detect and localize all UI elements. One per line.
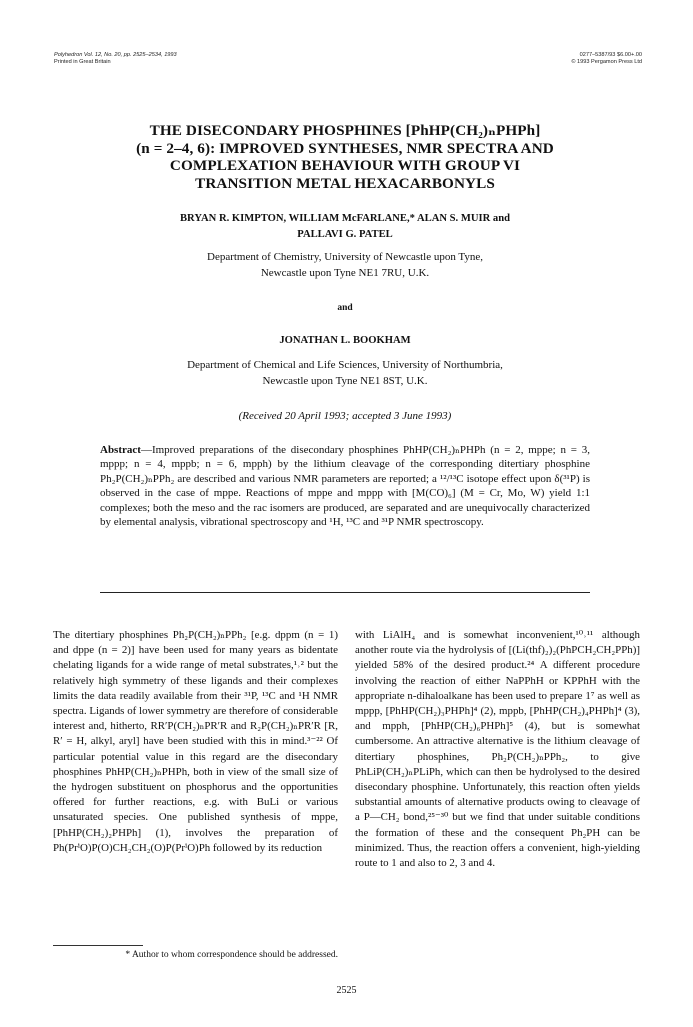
body-column-right: with LiAlH₄ and is somewhat inconvenient,¹⁰˒¹¹ although another route via the hydrolysis of [(Li(thf)₂)₂(PhPCH₂CH₂PPh)] yielded 58% of the desired product.²⁴ A different procedure involving the reaction of either NaPPhH or KPPhH with the appropriate n-dihaloalkane has been used to prepare 1⁷ as well as mppp, [PhHP(CH₂)₃PHPh]⁴ (2), mppb, [PhHP(CH₂)₄PHPh]⁴ (3), and mpph, [PhHP(CH₂)₆PHPh]⁵ (4), but is somewhat cumbersome. An attractive alternative is the lithium cleavage of ditertiary phosphines, Ph₂P(CH₂)ₙPPh₂, to give PhLiP(CH₂)ₙPLiPh, which can then be hydrolysed to the desired disecondary phosphine. Unfortunately, this reaction often yields substantial amounts of alternative products owing to cleavage of a P—CH₂ bond,²⁵⁻³⁰ but we find that under suitable conditions the formation of these and the consequent Ph₂PH can be minimized. Thus, the reaction offers a convenient, high-yielding route to 1 and also to 2, 3 and 4. <box>355 629 640 870</box>
journal-header <box>54 52 177 66</box>
affiliation-2-line-1: Department of Chemical and Life Sciences, University of Northumbria, <box>187 359 503 371</box>
page-number: 2525 <box>336 985 357 996</box>
author-list <box>80 211 610 243</box>
authors-line-2: PALLAVI G. PATEL <box>297 229 393 240</box>
paper-title <box>80 122 610 192</box>
copyright-header <box>490 52 642 66</box>
issn-price: 0277–5387/93 $6.00+.00 <box>579 52 642 58</box>
title-line-1: THE DISECONDARY PHOSPHINES [PhHP(CH₂)ₙPHPh] <box>149 122 541 139</box>
abstract-label: Abstract <box>100 444 141 456</box>
journal-citation: Polyhedron Vol. 12, No. 20, pp. 2525–2534, 1993 <box>54 52 177 58</box>
title-line-3: COMPLEXATION BEHAVIOUR WITH GROUP VI <box>169 157 521 175</box>
title-line-2: (n = 2–4, 6): IMPROVED SYNTHESES, NMR SPECTRA AND <box>136 139 554 157</box>
affiliation-2 <box>80 358 610 389</box>
footnote-rule <box>53 945 143 946</box>
and-separator: and <box>337 303 353 313</box>
affiliation-1 <box>80 250 610 281</box>
affiliation-1-line-1: Department of Chemistry, University of Newcastle upon Tyne, <box>207 251 483 263</box>
affiliation-1-line-2: Newcastle upon Tyne NE1 7RU, U.K. <box>260 266 430 279</box>
received-dates: (Received 20 April 1993; accepted 3 June 1993) <box>238 410 452 422</box>
copyright: © 1993 Pergamon Press Ltd <box>571 59 642 65</box>
second-author: JONATHAN L. BOOKHAM <box>279 335 411 346</box>
title-line-4: TRANSITION METAL HEXACARBONYLS <box>195 174 495 192</box>
authors-line-1: BRYAN R. KIMPTON, WILLIAM McFARLANE,* ALAN S. MUIR and <box>179 213 511 224</box>
footnote: * Author to whom correspondence should be addressed. <box>125 950 338 960</box>
printed-in: Printed in Great Britain <box>54 59 111 65</box>
abstract-text: —Improved preparations of the disecondary phosphines PhHP(CH₂)ₙPHPh (n = 2, mppe; n = 3, mppp; n = 4, mppb; n = 6, mpph) by the lithium cleavage of the corresponding ditertiary phosphine Ph₂P(CH₂)ₙPPh₂ are described and various NMR parameters are reported; a ¹²/¹³C isotope effect upon δ(³¹P) is observed in the case of mppe. Reactions of mppe and mppp with [M(CO)₆] (M = Cr, Mo, W) yield 1:1 complexes; both the meso and the rac isomers are produced, are separated and are unequivocally characterized by elemental analysis, vibrational spectroscopy and ¹H, ¹³C and ³¹P NMR spectroscopy. <box>100 444 590 529</box>
abstract <box>100 443 590 529</box>
body-column-left: The ditertiary phosphines Ph₂P(CH₂)ₙPPh₂ [e.g. dppm (n = 1) and dppe (n = 2)] have been used for many years as bidentate chelating ligands for a wide range of metal substrates,¹˒² but the relatively high symmetry of these ligands and their complexes limits the data readily available from their ³¹P, ¹³C and ¹H NMR spectra. Ligands of lower symmetry are therefore of considerable interest and, hitherto, RR′P(CH₂)ₙPR′R and R₂P(CH₂)ₙPR′R [R, R′ = H, alkyl, aryl] have been studied with this in mind.³⁻²² Of particular potential value in this regard are the disecondary phosphines PhHP(CH₂)ₙPHPh, both in view of the small size of the hydrogen substituent on phosphorus and the opportunities offered for further reactions, e.g. with BuLi or various unsaturated species. One published synthesis of mppe, [PhHP(CH₂)₂PHPh] (1), involves the preparation of Ph(PrⁱO)P(O)CH₂CH₂(O)P(PrⁱO)Ph followed by its reduction <box>53 629 338 854</box>
affiliation-2-line-2: Newcastle upon Tyne NE1 8ST, U.K. <box>262 374 428 387</box>
abstract-rule <box>100 592 590 593</box>
